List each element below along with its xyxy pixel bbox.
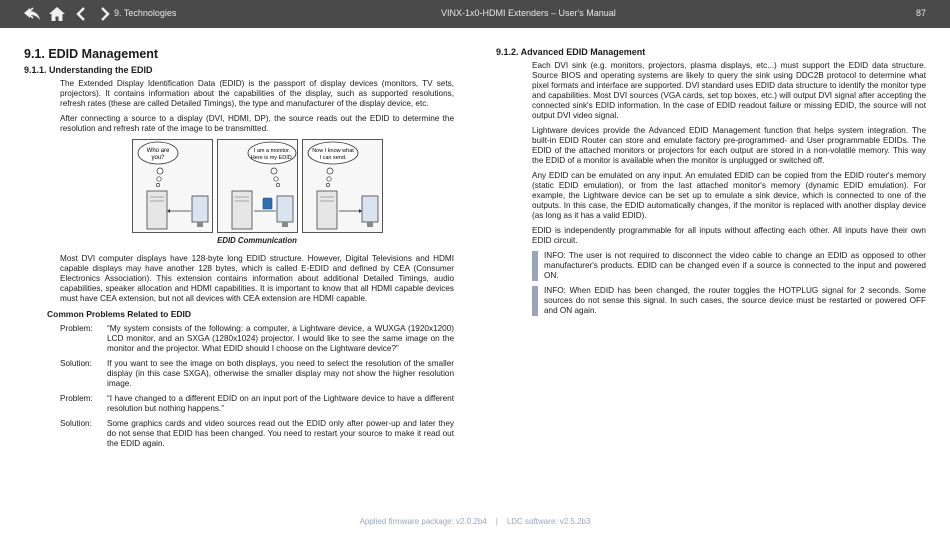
right-column <box>496 47 926 321</box>
subsection-heading: 9.1.1. Understanding the EDID <box>24 65 153 75</box>
subheading: Common Problems Related to EDID <box>47 309 192 319</box>
qa-item <box>60 394 454 414</box>
bubble-text: I can send. <box>319 155 347 161</box>
ldc-version: LDC software: v2.5.2b3 <box>506 517 591 526</box>
page-number: 87 <box>916 8 927 18</box>
top-navigation-bar <box>0 0 950 28</box>
chevron-right-icon[interactable] <box>95 5 114 23</box>
qa-label: Solution: <box>60 359 92 368</box>
chevron-left-icon[interactable] <box>71 5 90 23</box>
bubble-text: Here is my EDID. <box>250 155 294 161</box>
subsection-heading: 9.1.2. Advanced EDID Management <box>496 47 646 57</box>
bubble-text: you? <box>151 155 165 161</box>
section-heading: 9.1. EDID Management <box>24 47 159 61</box>
home-icon[interactable] <box>47 5 66 23</box>
info-box: INFO: When EDID has been changed, the router toggles the HOTPLUG signal for 2 seconds. Some sources do not sense this signal. In such cases, the source device must be restarted or powered OFF and ON again. <box>532 286 926 316</box>
figure-panel-3 <box>302 139 383 233</box>
bubble-text: I am a monitor. <box>253 148 291 154</box>
chapter-label: 9. Technologies <box>114 8 177 18</box>
paragraph: Any EDID can be emulated on any input. An emulated EDID can be copied from the EDID router's memory (static EDID emulation), or from the last attached monitor's memory (dynamic EDID emulation). For example, the Lightware device can be set up to emulate a sink device, which is connected to one of the outputs. In this case, the EDID automatically changes, if the monitor is replaced with another display device (as long as it has a valid EDID). <box>532 171 926 220</box>
paragraph: After connecting a source to a display (DVI, HDMI, DP), the source reads out the EDID to determine the resolution and refresh rate of the image to be transmitted. <box>60 114 454 133</box>
paragraph: Most DVI computer displays have 128-byte long EDID structure. However, Digital Televisions and HDMI capable displays may have another 128 bytes, which is called E-EDID and defined by CEA (Consumer Electronics Association). This extension contains information about additional Detailed Timings, audio capabilities, speaker allocation and HDMI capabilities. It is important to know that all HDMI capable devices must have CEA extension, but not all devices with CEA extension are HDMI capable. <box>60 254 454 303</box>
qa-label: Solution: <box>60 419 92 428</box>
paragraph: The Extended Display Identification Data (EDID) is the passport of display devices (monitors, TV sets, projectors). It contains information about the capabilities of the display, such as supported resolutions, refresh rates (these are called Detailed Timings), the type and manufacturer of the display device, etc. <box>60 79 454 108</box>
qa-label: Problem: <box>60 324 93 333</box>
firmware-version: Applied firmware package: v2.0.2b4 <box>359 517 487 526</box>
qa-label: Problem: <box>60 394 93 403</box>
bubble-text: Who are <box>146 148 170 154</box>
nav-icon-group <box>23 5 114 23</box>
back-arrow-icon[interactable] <box>23 5 42 23</box>
paragraph: EDID is independently programmable for all inputs without affecting each other. All inputs have their own EDID circuit. <box>532 226 926 245</box>
paragraph: Lightware devices provide the Advanced EDID Management function that helps system integration. The built-in EDID Router can store and emulate factory pre-programmed- and User programmable EDIDs. The EDID of the attached monitors or projectors for each output are stored in a non-volatile memory. This way the EDID of a monitor is available when the monitor is unplugged or switched off. <box>532 126 926 165</box>
document-title: VINX-1x0-HDMI Extenders – User's Manual <box>441 8 616 18</box>
qa-text: Some graphics cards and video sources read out the EDID only after power-up and later they do not sense that EDID has been changed. You need to restart your source to make it read out the EDID again. <box>107 419 454 448</box>
info-box: INFO: The user is not required to disconnect the video cable to change an EDID as opposed to other manufacturer's products. EDID can be changed even if a source is connected to the input and powered ON. <box>532 251 926 281</box>
figure-panel-1 <box>132 139 213 233</box>
qa-item <box>60 324 454 354</box>
qa-text: If you want to see the image on both displays, you need to select the resolution of the smaller display (in this case SXGA), otherwise the smaller display may not show the higher resolution image. <box>107 359 454 388</box>
qa-text: “I have changed to a different EDID on an input port of the Lightware device to have a different resolution but nothing happens.” <box>107 394 454 413</box>
paragraph: Each DVI sink (e.g. monitors, projectors, plasma displays, etc...) must support the EDID data structure. Source BIOS and operating systems are likely to query the sink using DDC2B protocol to determine what pixel formats and interface are supported. DVI standard uses EDID data structure to identify the monitor type and capabilities. Most DVI sources (VGA cards, set top boxes, etc.) will output DVI signal after accepting the connected sink's EDID information. In the case of EDID readout failure or missing EDID, the source will not output DVI video signal. <box>532 61 926 120</box>
qa-text: “My system consists of the following: a computer, a Lightware device, a WUXGA (1920x1200) LCD monitor, and an SXGA (1280x1024) projector. I would like to see the same image on the monitor and the projector. What EDID should I choose on the Lightware device?” <box>107 324 454 353</box>
qa-item <box>60 359 454 389</box>
figure-panel-2 <box>217 139 298 233</box>
page-footer <box>0 517 950 526</box>
qa-item <box>60 419 454 449</box>
bubble-text: Now I know what <box>312 148 354 154</box>
footer-separator: | <box>495 517 498 526</box>
edid-communication-figure <box>132 139 454 233</box>
left-column <box>24 47 454 454</box>
figure-caption: EDID Communication <box>217 236 297 245</box>
